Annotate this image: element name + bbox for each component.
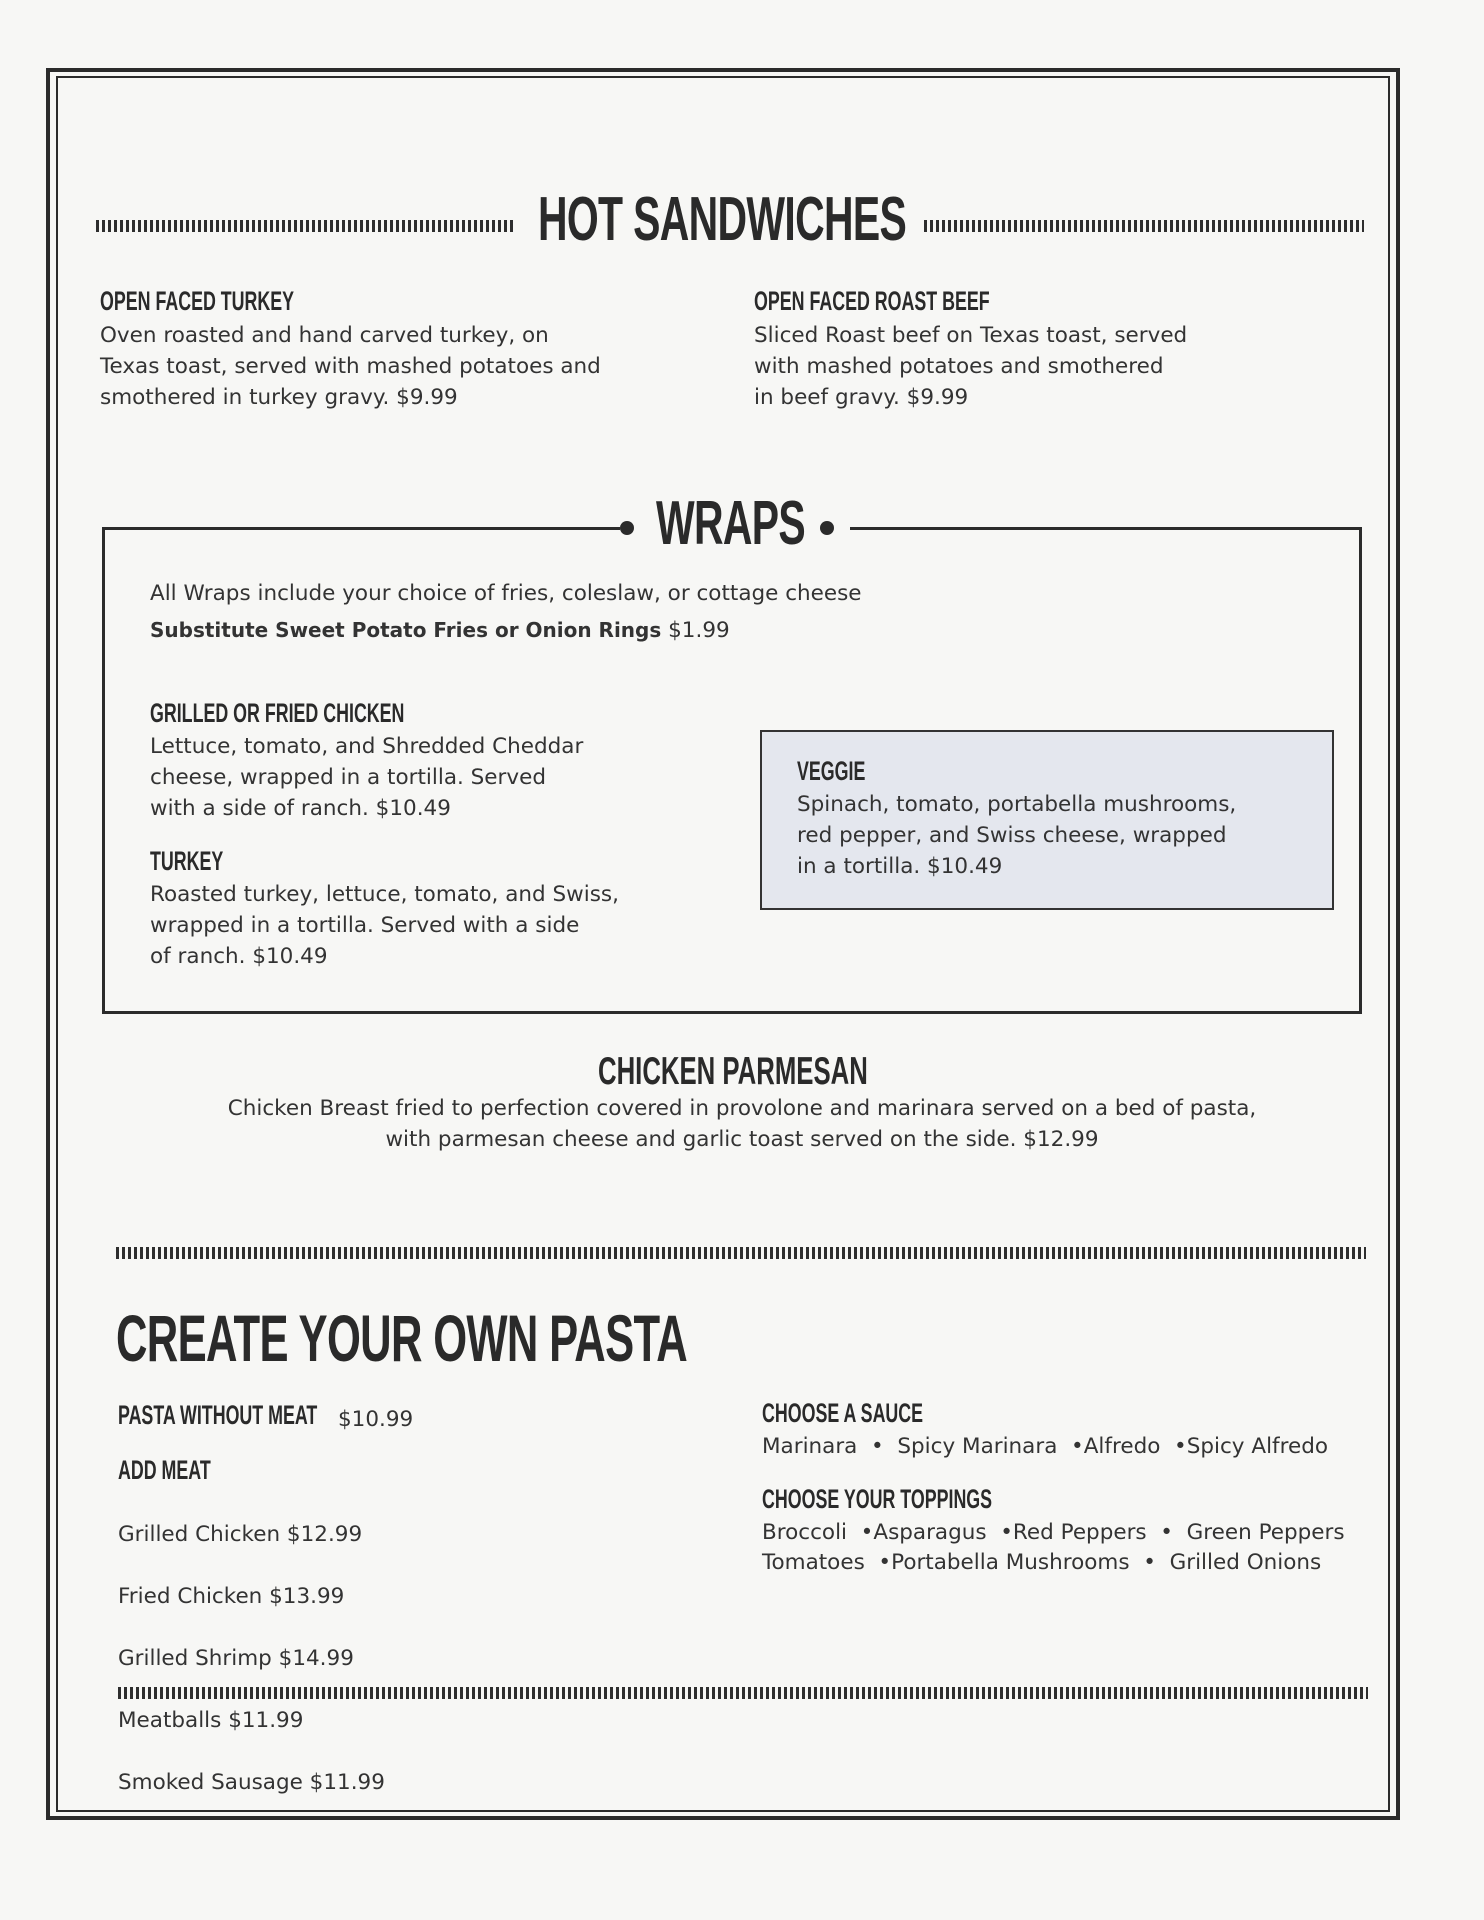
wraps-substitute	[150, 615, 730, 646]
list-item: Grilled Shrimp $14.99	[118, 1646, 354, 1671]
bullet-dot	[820, 521, 834, 535]
item-title-veggie: VEGGIE	[797, 756, 866, 786]
list-item: Smoked Sausage $11.99	[118, 1770, 385, 1795]
divider-hatch	[924, 220, 1364, 232]
meat-list	[118, 1488, 385, 1829]
item-description-veggie: Spinach, tomato, portabella mushrooms, red pepper, and Swiss cheese, wrapped in a tortilla. $10.49	[797, 792, 1237, 879]
list-item: Grilled Chicken $12.99	[118, 1522, 363, 1547]
divider-hatch	[96, 220, 516, 232]
divider-hatch	[118, 1687, 1368, 1699]
toppings-line-2: Tomatoes •Portabella Mushrooms • Grilled Onions	[762, 1550, 1322, 1575]
pasta-without-meat-label: PASTA WITHOUT MEAT	[118, 1400, 318, 1430]
divider-hatch	[116, 1247, 1366, 1259]
section-title-create-your-own-pasta: CREATE YOUR OWN PASTA	[116, 1301, 687, 1375]
section-title-hot-sandwiches: HOT SANDWICHES	[538, 185, 907, 254]
wraps-substitute-label: Substitute Sweet Potato Fries or Onion Rings	[150, 618, 662, 642]
item-description-open-faced-turkey: Oven roasted and hand carved turkey, on Texas toast, served with mashed potatoes and smothered in turkey gravy. $9.99	[100, 323, 601, 410]
section-title-chicken-parmesan: CHICKEN PARMESAN	[598, 1050, 868, 1093]
wraps-substitute-price: $1.99	[668, 618, 730, 643]
item-title-open-faced-roast-beef: OPEN FACED ROAST BEEF	[754, 286, 990, 316]
list-item: Fried Chicken $13.99	[118, 1584, 345, 1609]
item-title-turkey-wrap: TURKEY	[150, 846, 224, 876]
bullet-dot	[620, 521, 634, 535]
sauce-options: Marinara • Spicy Marinara •Alfredo •Spicy Alfredo	[762, 1434, 1329, 1459]
item-description-open-faced-roast-beef: Sliced Roast beef on Texas toast, served with mashed potatoes and smothered in beef gravy. $9.99	[754, 323, 1188, 410]
add-meat-label: ADD MEAT	[118, 1455, 211, 1485]
pasta-without-meat	[118, 1400, 368, 1431]
toppings-line-1: Broccoli •Asparagus •Red Peppers • Green Peppers	[762, 1520, 1345, 1545]
wraps-intro: All Wraps include your choice of fries, coleslaw, or cottage cheese	[150, 581, 862, 606]
item-description-turkey-wrap: Roasted turkey, lettuce, tomato, and Swiss, wrapped in a tortilla. Served with a side of ranch. $10.49	[150, 882, 619, 969]
section-title-wraps: WRAPS	[656, 489, 806, 558]
item-title-grilled-or-fried-chicken: GRILLED OR FRIED CHICKEN	[150, 698, 405, 728]
list-item: Meatballs $11.99	[118, 1708, 304, 1733]
chicken-parmesan-description: Chicken Breast fried to perfection covered in provolone and marinara served on a bed of pasta, with parmesan cheese and garlic toast served on the side. $12.99	[227, 1096, 1257, 1152]
choose-sauce-label: CHOOSE A SAUCE	[762, 1398, 924, 1428]
item-description-grilled-or-fried-chicken: Lettuce, tomato, and Shredded Cheddar cheese, wrapped in a tortilla. Served with a side of ranch. $10.49	[150, 734, 584, 821]
pasta-without-meat-price: $10.99	[338, 1407, 414, 1432]
item-title-open-faced-turkey: OPEN FACED TURKEY	[100, 286, 295, 316]
choose-toppings-label: CHOOSE YOUR TOPPINGS	[762, 1484, 993, 1514]
